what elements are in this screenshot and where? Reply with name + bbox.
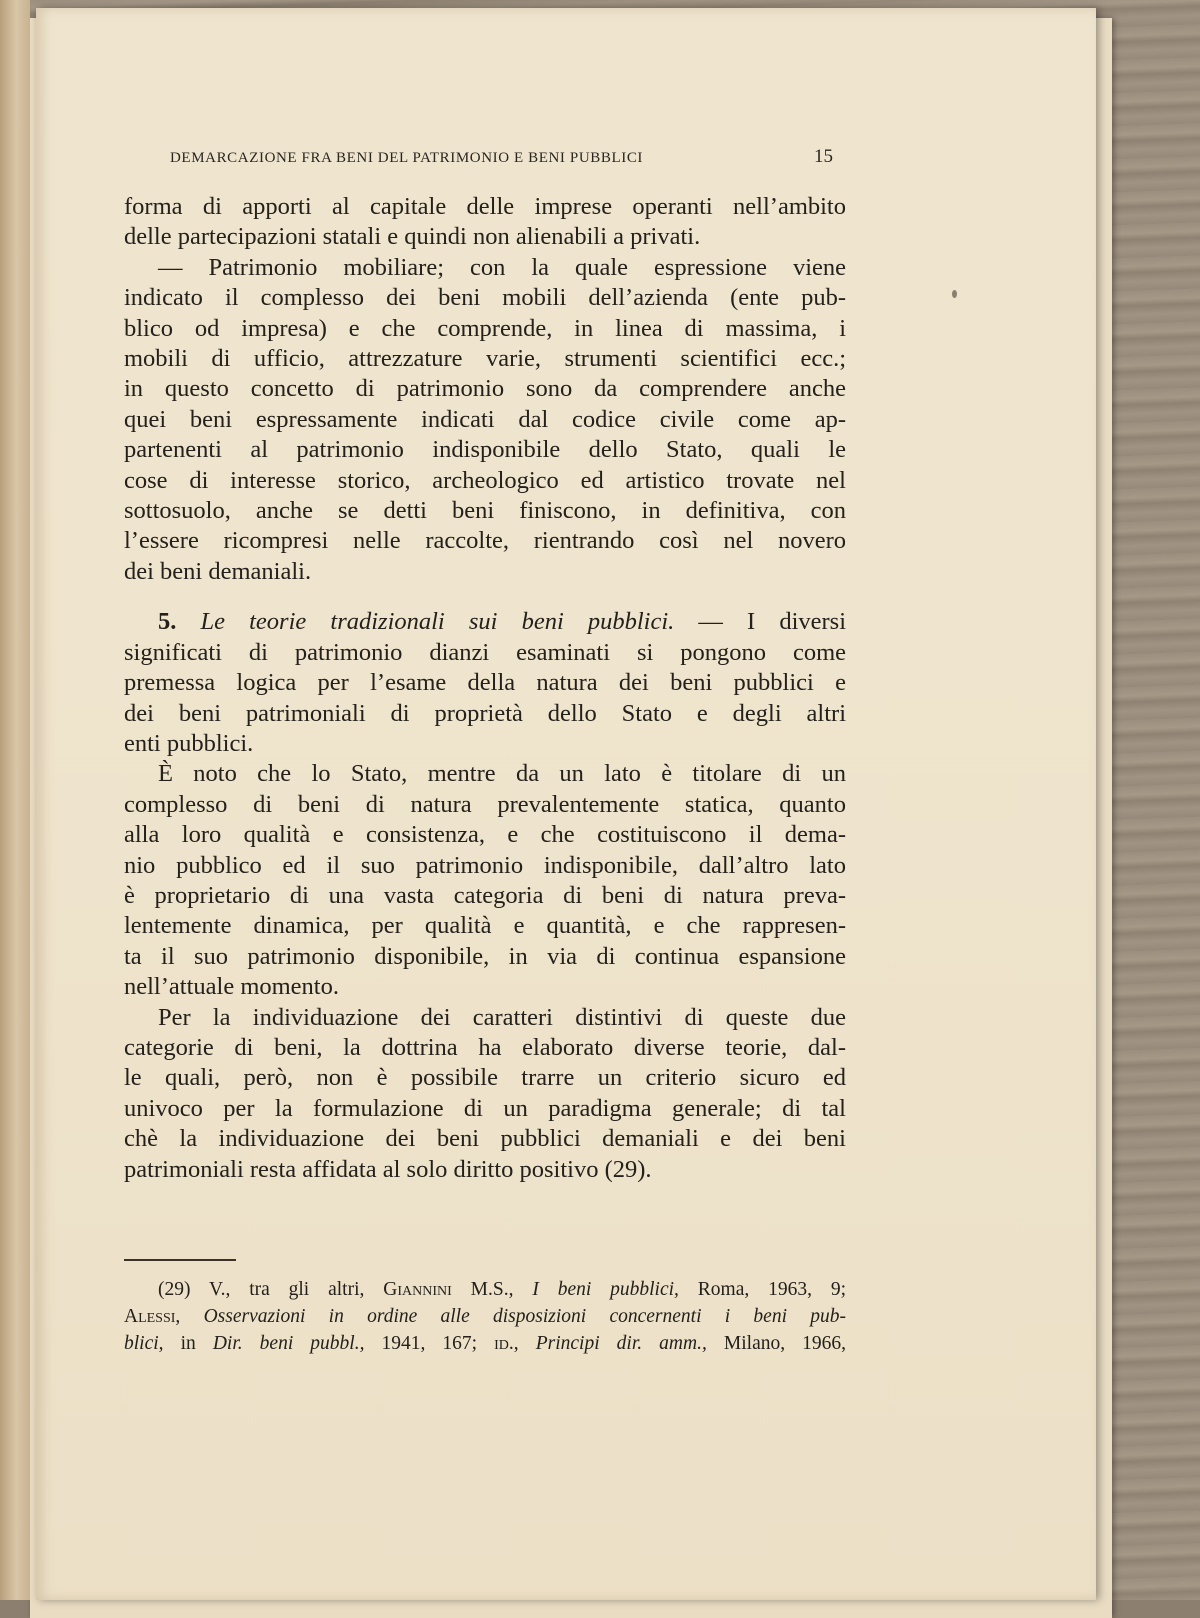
section-heading-line xyxy=(124,607,846,637)
running-header: DEMARCAZIONE FRA BENI DEL PATRIMONIO E BENI PUBBLICI xyxy=(170,150,644,166)
text-line: univoco per la formulazione di un paradigma generale; di tal xyxy=(124,1094,846,1122)
footnote-work-title: I beni pubblici, xyxy=(532,1279,679,1300)
footnote-text: V., tra gli altri, xyxy=(209,1279,365,1300)
text-line: partenenti al patrimonio indisponibile dello Stato, quali le xyxy=(124,436,846,464)
text-line: forma di apporti al capitale delle imprese operanti nell’ambito xyxy=(124,193,846,220)
book-edge xyxy=(0,0,30,1600)
footnote-text: M.S., xyxy=(470,1279,514,1300)
text-line: nio pubblico ed il suo patrimonio indisponibile, dall’altro lato xyxy=(124,851,846,879)
text-line: nell’attuale momento. xyxy=(124,973,339,1001)
footnote-text: Roma, 1963, 9; xyxy=(697,1279,847,1300)
text-line: dei beni demaniali. xyxy=(124,557,312,585)
text-line: Per la individuazione dei caratteri distintivi di queste due xyxy=(158,1003,846,1031)
body-text xyxy=(124,192,846,1185)
footnote-text: in xyxy=(180,1333,196,1354)
footnote-line xyxy=(124,1303,846,1330)
text-line: lentemente dinamica, per qualità e quantità, e che rappresen- xyxy=(124,912,846,940)
text-line: indicato il complesso dei beni mobili dell’azienda (ente pub- xyxy=(124,284,846,312)
footnote xyxy=(124,1276,846,1357)
text-line: alla loro qualità e consistenza, e che costituiscono il dema- xyxy=(124,821,846,849)
text-line: — Patrimonio mobiliare; con la quale espressione viene xyxy=(158,253,846,281)
text-line: categorie di beni, la dottrina ha elaborato diverse teorie, dal- xyxy=(124,1033,846,1061)
footnote-ibid: id., xyxy=(494,1333,519,1354)
footnote-text: 1941, 167; xyxy=(381,1333,478,1354)
text-line: sottosuolo, anche se detti beni finiscono, in definitiva, con xyxy=(124,497,846,525)
footnote-rule xyxy=(124,1259,236,1261)
footnote-work-title: blici, xyxy=(124,1333,164,1354)
footnote-text: Milano, 1966, xyxy=(723,1333,847,1354)
paper-speck xyxy=(952,290,957,298)
text-line: delle partecipazioni statali e quindi non alienabili a privati. xyxy=(124,223,701,251)
text-line: è proprietario di una vasta categoria di beni di natura preva- xyxy=(124,881,846,909)
text-line: quei beni espressamente indicati dal codice civile come ap- xyxy=(124,405,846,433)
footnote-line xyxy=(124,1276,846,1303)
text-line: blico od impresa) e che comprende, in linea di massima, i xyxy=(124,314,846,342)
section-number: 5. xyxy=(158,608,177,636)
footnote-line xyxy=(124,1330,846,1357)
footnote-author: Giannini xyxy=(383,1279,452,1300)
text-line: dei beni patrimoniali di proprietà dello Stato e degli altri xyxy=(124,699,846,727)
text-line: premessa logica per l’esame della natura dei beni pubblici e xyxy=(124,669,846,697)
text-line: le quali, però, non è possibile trarre un criterio sicuro ed xyxy=(124,1064,846,1092)
text-line: cose di interesse storico, archeologico ed artistico trovate nel xyxy=(124,466,846,494)
text-line: chè la individuazione dei beni pubblici demaniali e dei beni xyxy=(124,1125,846,1153)
text-line: in questo concetto di patrimonio sono da comprendere anche xyxy=(124,375,846,403)
footnote-work-title: Osservazioni in ordine alle disposizioni concernenti i beni pub- xyxy=(203,1306,846,1327)
text-line: ta il suo patrimonio disponibile, in via di continua espansione xyxy=(124,942,846,970)
footnote-author: Alessi, xyxy=(124,1306,181,1327)
text-line: mobili di ufficio, attrezzature varie, strumenti scientifici ecc.; xyxy=(124,345,846,373)
paragraph-gap xyxy=(124,587,846,607)
footnote-marker: (29) xyxy=(158,1279,191,1300)
footnote-journal: Dir. beni pubbl., xyxy=(212,1333,365,1354)
section-lead-text: — I diversi xyxy=(698,608,847,636)
footnote-work-title: Principi dir. amm., xyxy=(535,1333,707,1354)
page-number: 15 xyxy=(814,146,833,167)
text-line: patrimoniali resta affidata al solo diritto positivo (29). xyxy=(124,1155,652,1183)
text-line: complesso di beni di natura prevalentemente statica, quanto xyxy=(124,790,846,818)
text-line: È noto che lo Stato, mentre da un lato è titolare di un xyxy=(158,760,846,788)
text-line: l’essere ricompresi nelle raccolte, rientrando così nel novero xyxy=(124,527,846,555)
section-title: Le teorie tradizionali sui beni pubblici. xyxy=(200,608,675,636)
text-line: significati di patrimonio dianzi esaminati si pongono come xyxy=(124,638,846,666)
text-line: enti pubblici. xyxy=(124,729,254,757)
